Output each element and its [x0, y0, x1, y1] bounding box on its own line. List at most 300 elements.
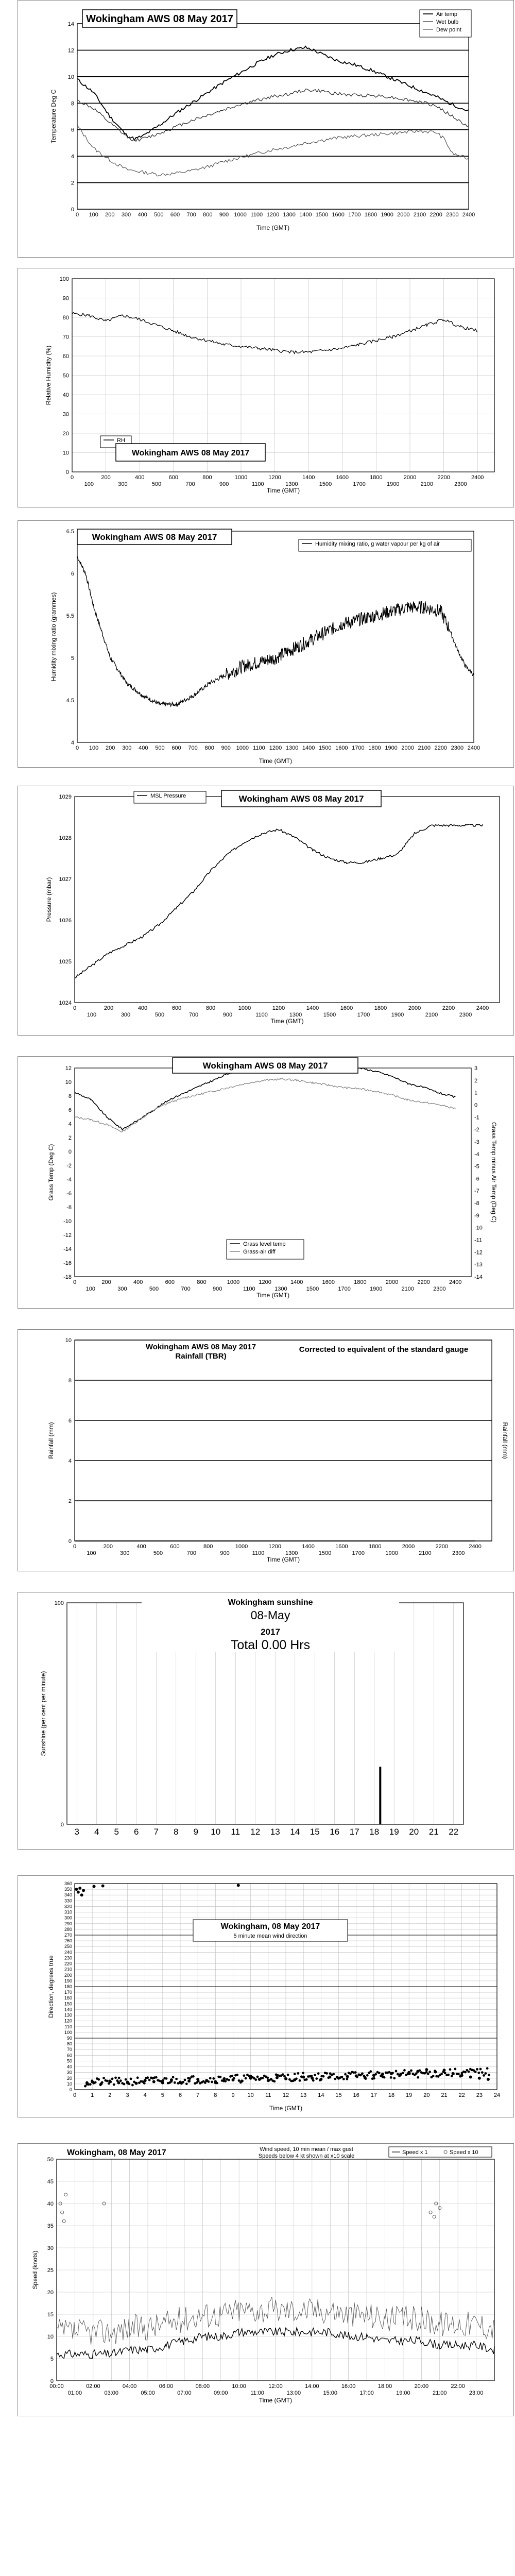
y-tick-label: -8	[66, 1205, 72, 1211]
x-tick-label: 900	[220, 1550, 230, 1556]
wind-direction-point	[273, 2080, 276, 2083]
x-tick-label: 23:00	[469, 2390, 484, 2396]
series-line-dew-point	[77, 125, 469, 176]
wind-direction-point	[184, 2079, 186, 2081]
wind-direction-point	[402, 2072, 404, 2074]
wind-direction-point	[101, 2081, 104, 2084]
y-tick-label: 0	[69, 2087, 72, 2092]
y2-tick-label: -5	[474, 1163, 479, 1170]
x-tick-label: 600	[170, 1544, 180, 1550]
y-tick-label: 35	[47, 2223, 54, 2229]
wind-direction-point	[410, 2069, 413, 2072]
chart-year: 2017	[261, 1627, 280, 1637]
x-tick-label: 800	[203, 1544, 213, 1550]
wind-direction-point	[366, 2074, 369, 2077]
y2-tick-label: 1	[474, 1090, 478, 1096]
x-tick-label: 21	[428, 1827, 439, 1837]
y2-tick-label: -6	[474, 1176, 479, 1182]
wind-direction-point	[175, 2078, 178, 2080]
x-tick-label: 1300	[285, 745, 299, 751]
plot-frame	[77, 24, 469, 209]
wind-direction-point	[451, 2075, 453, 2077]
wind-direction-point	[363, 2075, 365, 2077]
y-tick-label: 350	[64, 1887, 72, 1892]
chart-title: Wokingham AWS 08 May 2017	[202, 1061, 328, 1071]
legend-entry: Air temp	[436, 11, 457, 18]
wind-direction-point	[165, 2077, 168, 2080]
x-tick-label: 0	[70, 474, 74, 481]
y2-axis-label: Grass Temp minus Air Temp (Deg C)	[490, 1122, 497, 1223]
y-tick-label: 250	[64, 1944, 72, 1950]
y-tick-label: 340	[64, 1892, 72, 1898]
x-tick-label: 1900	[385, 1550, 398, 1556]
y-tick-label: 6	[68, 1107, 72, 1113]
sunshine-chart	[18, 1592, 513, 1849]
wind-direction-point	[325, 2072, 328, 2075]
x-tick-label: 1800	[370, 474, 383, 481]
x-tick-label: 1500	[319, 481, 332, 487]
x-tick-label: 1400	[299, 212, 312, 218]
x-tick-label: 1200	[268, 474, 281, 481]
x-tick-label: 200	[104, 1005, 114, 1011]
y-tick-label: -18	[63, 1274, 72, 1280]
wind-direction-point	[319, 2079, 321, 2081]
x-tick-label: 3	[126, 2092, 129, 2098]
y-tick-label: 40	[47, 2201, 54, 2207]
y-tick-label: 190	[64, 1978, 72, 1984]
wind-direction-point	[369, 2070, 372, 2073]
wind-direction-point	[208, 2080, 210, 2083]
x-tick-label: 1900	[391, 1012, 404, 1018]
wind-direction-point	[102, 2077, 105, 2079]
x-tick-label: 19	[389, 1827, 399, 1837]
x-tick-label: 800	[203, 212, 213, 218]
mixing-ratio-chart-panel	[18, 520, 514, 768]
x-tick-label: 500	[154, 1012, 165, 1018]
wind-direction-point	[373, 2077, 375, 2080]
x-tick-label: 23	[476, 2092, 483, 2098]
x-tick-label: 1600	[335, 1544, 348, 1550]
y-tick-label: 4	[68, 1458, 72, 1464]
y2-tick-label: -8	[474, 1200, 479, 1207]
x-tick-label: 14	[290, 1827, 300, 1837]
rainfall-chart	[18, 1330, 513, 1571]
y-tick-label: 8	[68, 1093, 72, 1099]
y-tick-label: 10	[67, 74, 74, 80]
y-tick-label: 5.5	[66, 613, 74, 619]
wind-direction-point	[99, 2083, 102, 2086]
x-tick-label: 2200	[430, 212, 442, 218]
x-tick-label: 14:00	[305, 2383, 319, 2389]
x-tick-label: 1100	[255, 1012, 268, 1018]
x-axis-label: Time (GMT)	[266, 1556, 300, 1563]
wind-direction-point	[365, 2077, 367, 2080]
x-tick-label: 13:00	[286, 2390, 301, 2396]
y2-tick-label: -12	[474, 1249, 483, 1256]
legend-entry: Grass-air diff	[243, 1249, 276, 1255]
wind-direction-point	[346, 2078, 349, 2080]
wind-direction-point	[109, 2080, 112, 2083]
wind-direction-point	[245, 2077, 247, 2080]
x-tick-label: 400	[133, 1279, 143, 1285]
x-tick-label: 100	[84, 481, 94, 487]
speed-x10-point	[64, 2193, 67, 2196]
x-tick-label: 200	[103, 1544, 113, 1550]
legend-entry: Dew point	[436, 27, 461, 33]
wind-direction-point	[219, 2076, 222, 2078]
x-tick-label: 1300	[289, 1012, 302, 1018]
humidity-chart-panel	[18, 268, 514, 507]
chart-title: Wokingham AWS 08 May 2017	[238, 794, 364, 804]
plot-frame	[77, 531, 474, 742]
x-tick-label: 1900	[369, 1286, 383, 1292]
x-tick-label: 1500	[323, 1012, 336, 1018]
chart-title: Wokingham AWS 08 May 2017	[131, 448, 250, 457]
y-tick-label: -14	[63, 1246, 72, 1252]
x-tick-label: 500	[153, 1550, 163, 1556]
x-tick-label: 1400	[306, 1005, 319, 1011]
y-axis-label: Grass Temp (Deg C)	[47, 1144, 55, 1201]
wind-direction-point	[172, 2076, 175, 2078]
x-tick-label: 1700	[348, 212, 361, 218]
pressure-chart	[18, 786, 513, 1035]
x-tick-label: 2200	[435, 1544, 449, 1550]
y2-tick-label: 3	[474, 1065, 478, 1072]
wind-direction-point	[130, 2078, 132, 2080]
y-tick-label: 4	[71, 154, 74, 160]
y-tick-label: 50	[47, 2157, 54, 2163]
y-tick-label: 220	[64, 1961, 72, 1967]
x-tick-label: 200	[105, 745, 115, 751]
x-tick-label: 1500	[319, 745, 332, 751]
chart-subtitle: 5 minute mean wind direction	[233, 1933, 307, 1939]
x-tick-label: 900	[219, 481, 229, 487]
wind-direction-point	[341, 2076, 344, 2078]
wind-direction-point	[283, 2075, 286, 2078]
wind-direction-point	[469, 2076, 472, 2079]
y-tick-label: 0	[68, 1149, 72, 1155]
wind-direction-point	[434, 2070, 436, 2072]
y-tick-label: 110	[64, 2024, 72, 2029]
wind-direction-point	[297, 2072, 299, 2075]
x-tick-label: 400	[138, 212, 147, 218]
wind-direction-point	[383, 2076, 386, 2079]
y-axis-label: Speed (knots)	[31, 2250, 39, 2290]
y-tick-label: 200	[64, 1972, 72, 1978]
y2-tick-label: -1	[474, 1114, 479, 1121]
y-axis-label: Pressure (mbar)	[45, 877, 53, 922]
wind-direction-point	[75, 1888, 78, 1891]
wind-direction-point	[111, 2078, 114, 2080]
x-tick-label: 300	[117, 1286, 127, 1292]
y-tick-label: 0	[65, 469, 69, 476]
x-tick-label: 600	[168, 474, 178, 481]
x-tick-label: 1900	[385, 745, 398, 751]
temperature-chart-panel	[18, 0, 514, 258]
x-tick-label: 0	[75, 212, 79, 218]
x-tick-label: 800	[197, 1279, 207, 1285]
x-tick-label: 500	[151, 481, 162, 487]
y-tick-label: 10	[62, 450, 69, 456]
y-tick-label: -16	[63, 1260, 72, 1266]
chart-title: Wokingham, 08 May 2017	[67, 2148, 166, 2157]
wind-direction-point	[344, 2073, 347, 2076]
x-tick-label: 1100	[252, 1550, 265, 1556]
y-tick-label: 100	[64, 2029, 72, 2035]
x-tick-label: 1200	[266, 212, 280, 218]
x-tick-label: 6	[134, 1827, 139, 1837]
x-tick-label: 700	[188, 1012, 199, 1018]
x-tick-label: 1700	[338, 1286, 351, 1292]
x-tick-label: 1600	[335, 745, 348, 751]
y-tick-label: 40	[66, 2064, 72, 2070]
x-tick-label: 2300	[454, 481, 467, 487]
wind-direction-point	[143, 2082, 146, 2084]
wind-direction-point	[427, 2073, 430, 2075]
wind-direction-point	[444, 2072, 447, 2074]
x-tick-label: 4	[94, 1827, 99, 1837]
y-tick-label: 80	[66, 2041, 72, 2047]
wind-direction-point	[432, 2075, 435, 2077]
x-tick-label: 00:00	[49, 2383, 64, 2389]
x-tick-label: 1700	[352, 1550, 365, 1556]
x-tick-label: 1400	[290, 1279, 303, 1285]
grass-temperature-chart	[18, 1057, 513, 1308]
x-tick-label: 17	[370, 2092, 377, 2098]
x-tick-label: 100	[89, 212, 98, 218]
y-tick-label: 4	[68, 1121, 72, 1127]
wind-direction-point	[155, 2076, 158, 2079]
wind-direction-point	[118, 2077, 121, 2079]
y2-tick-label: -11	[474, 1237, 483, 1244]
wind-direction-point	[231, 2075, 233, 2077]
wind-direction-point	[135, 2082, 138, 2084]
wind-direction-point	[311, 2075, 313, 2077]
x-tick-label: 1600	[322, 1279, 335, 1285]
y-tick-label: 8	[68, 1378, 72, 1384]
wind-direction-point	[388, 2071, 391, 2074]
wind-direction-point	[82, 1889, 85, 1892]
chart-subtitle: Wind speed, 10 min mean / max gust	[260, 2146, 353, 2153]
y-axis-label: Relative Humidity (%)	[45, 345, 52, 405]
x-tick-label: 1300	[274, 1286, 287, 1292]
x-tick-label: 0	[73, 1005, 77, 1011]
y-tick-label: -2	[66, 1163, 72, 1169]
wind-direction-point	[237, 1884, 240, 1887]
x-tick-label: 1500	[306, 1286, 319, 1292]
x-tick-label: 800	[205, 1005, 216, 1011]
y-tick-label: 12	[65, 1065, 72, 1072]
x-tick-label: 8	[214, 2092, 217, 2098]
wind-direction-point	[457, 2073, 460, 2075]
y-tick-label: 130	[64, 2012, 72, 2018]
y-tick-label: 310	[64, 1909, 72, 1915]
legend-entry: Wet bulb	[436, 19, 459, 25]
x-tick-label: 8	[174, 1827, 179, 1837]
y-tick-label: 40	[62, 392, 69, 398]
x-tick-label: 20	[423, 2092, 430, 2098]
x-tick-label: 0	[73, 1544, 77, 1550]
y-tick-label: 90	[62, 295, 69, 302]
y2-tick-label: -14	[474, 1274, 483, 1280]
wind-direction-point	[487, 2078, 490, 2081]
wind-direction-point	[302, 2072, 304, 2074]
legend-entry: Speed x 10	[450, 2149, 478, 2156]
wind-direction-point	[182, 2081, 184, 2083]
wind-direction-point	[93, 1885, 96, 1888]
x-tick-label: 20	[409, 1827, 419, 1837]
x-tick-label: 1200	[269, 745, 282, 751]
x-tick-label: 1800	[368, 745, 381, 751]
wind-direction-point	[425, 2068, 428, 2071]
wind-direction-point	[449, 2068, 452, 2071]
wind-direction-point	[390, 2076, 392, 2079]
wind-direction-point	[477, 2072, 480, 2074]
y-tick-label: 50	[66, 2058, 72, 2064]
x-tick-label: 03:00	[104, 2390, 119, 2396]
y-tick-label: 260	[64, 1938, 72, 1944]
wind-direction-point	[342, 2078, 345, 2080]
wind-direction-point	[454, 2068, 456, 2071]
x-tick-label: 15	[335, 2092, 342, 2098]
y-tick-label: 120	[64, 2018, 72, 2024]
y2-tick-label: -9	[474, 1212, 479, 1219]
x-tick-label: 1100	[251, 481, 264, 487]
x-tick-label: 500	[155, 745, 165, 751]
x-tick-label: 800	[202, 474, 212, 481]
legend-entry: RH	[117, 437, 125, 444]
x-tick-label: 17:00	[359, 2390, 374, 2396]
wind-direction-point	[125, 2078, 127, 2081]
wind-direction-point	[486, 2067, 489, 2070]
x-tick-label: 100	[85, 1286, 95, 1292]
y-tick-label: 50	[62, 372, 69, 379]
y-tick-label: 1026	[59, 918, 72, 924]
wind-direction-point	[417, 2076, 419, 2079]
x-tick-label: 2200	[437, 474, 450, 481]
y2-tick-label: -3	[474, 1139, 479, 1145]
rainfall-chart-panel	[18, 1329, 514, 1571]
wind-direction-point	[317, 2072, 320, 2075]
y-tick-label: 8	[71, 100, 74, 107]
series-line-msl-pressure	[75, 824, 483, 978]
wind-direction-point	[241, 2080, 244, 2082]
x-tick-label: 900	[213, 1286, 222, 1292]
x-tick-label: 2300	[459, 1012, 472, 1018]
x-tick-label: 1000	[234, 212, 247, 218]
x-tick-label: 15	[310, 1827, 320, 1837]
x-tick-label: 1100	[243, 1286, 255, 1292]
x-tick-label: 12	[250, 1827, 261, 1837]
speed-x10-point	[61, 2211, 64, 2214]
wind-direction-point	[484, 2072, 487, 2075]
y-tick-label: 6	[71, 571, 74, 577]
wind-direction-point	[374, 2073, 377, 2076]
wind-direction-point	[408, 2073, 411, 2075]
x-axis-label: Time (GMT)	[266, 487, 300, 494]
y-tick-label: 30	[47, 2245, 54, 2251]
wind-direction-point	[228, 2079, 230, 2081]
x-tick-label: 2000	[408, 1005, 421, 1011]
x-tick-label: 700	[186, 212, 196, 218]
x-tick-label: 10	[247, 2092, 254, 2098]
wind-direction-point	[162, 2079, 164, 2082]
y-tick-label: 20	[47, 2290, 54, 2296]
y-tick-label: 6	[71, 127, 74, 133]
x-tick-label: 500	[149, 1286, 159, 1292]
wind-direction-point	[393, 2077, 396, 2079]
x-tick-label: 2300	[452, 1550, 465, 1556]
wind-direction-point	[478, 2077, 481, 2080]
wind-direction-point	[314, 2074, 316, 2076]
wind-direction-point	[398, 2075, 401, 2077]
x-tick-label: 4	[143, 2092, 147, 2098]
x-tick-label: 1000	[236, 745, 249, 751]
x-tick-label: 6	[178, 2092, 182, 2098]
wind-direction-point	[295, 2077, 298, 2080]
speed-x10-point	[62, 2219, 65, 2223]
wind-direction-point	[187, 2079, 191, 2082]
chart-title: Wokingham AWS 08 May 2017	[86, 13, 233, 25]
x-tick-label: 800	[204, 745, 214, 751]
x-tick-label: 18	[388, 2092, 395, 2098]
series-line-air-temp	[77, 46, 469, 141]
y-tick-label: 0	[71, 207, 74, 213]
x-tick-label: 5	[114, 1827, 119, 1837]
x-tick-label: 0	[73, 2092, 77, 2098]
wind-direction-point	[78, 1887, 81, 1890]
wind-direction-point	[185, 2082, 188, 2085]
wind-direction-point	[262, 2077, 264, 2079]
wind-direction-point	[299, 2079, 301, 2082]
y-tick-label: 90	[66, 2036, 72, 2041]
x-tick-label: 1100	[250, 212, 263, 218]
y-tick-label: 150	[64, 2001, 72, 2007]
wind-direction-point	[332, 2073, 335, 2075]
x-tick-label: 9	[231, 2092, 235, 2098]
chart-subtitle: Rainfall (TBR)	[175, 1352, 227, 1361]
x-tick-label: 02:00	[86, 2383, 100, 2389]
wind-direction-point	[378, 2072, 381, 2074]
sunshine-bar	[379, 1767, 381, 1824]
x-tick-label: 7	[196, 2092, 200, 2098]
wind-direction-point	[354, 2071, 357, 2074]
legend-entry: Humidity mixing ratio, g water vapour per kg of air	[315, 541, 440, 547]
y-tick-label: 0	[50, 2378, 54, 2384]
y-tick-label: 25	[47, 2267, 54, 2274]
x-tick-label: 500	[154, 212, 164, 218]
x-tick-label: 21	[441, 2092, 448, 2098]
y-tick-label: 5	[50, 2356, 54, 2362]
x-tick-label: 10	[211, 1827, 221, 1837]
y-tick-label: 45	[47, 2179, 54, 2185]
pressure-chart-panel	[18, 786, 514, 1036]
wind-direction-point	[483, 2074, 485, 2077]
y-tick-label: 280	[64, 1926, 72, 1932]
x-tick-label: 1900	[386, 481, 400, 487]
x-tick-label: 12	[282, 2092, 289, 2098]
y-tick-label: 6	[68, 1418, 72, 1424]
y-axis-label: Direction, degrees true	[47, 1955, 55, 2018]
series-line-wet-bulb	[77, 89, 469, 142]
y-tick-label: 15	[47, 2312, 54, 2318]
x-tick-label: 400	[138, 1005, 148, 1011]
wind-direction-point	[254, 2078, 257, 2081]
chart-title: Wokingham sunshine	[228, 1598, 313, 1607]
wind-direction-point	[447, 2074, 450, 2076]
wind-direction-point	[300, 2075, 303, 2078]
y2-tick-label: 2	[474, 1077, 478, 1084]
